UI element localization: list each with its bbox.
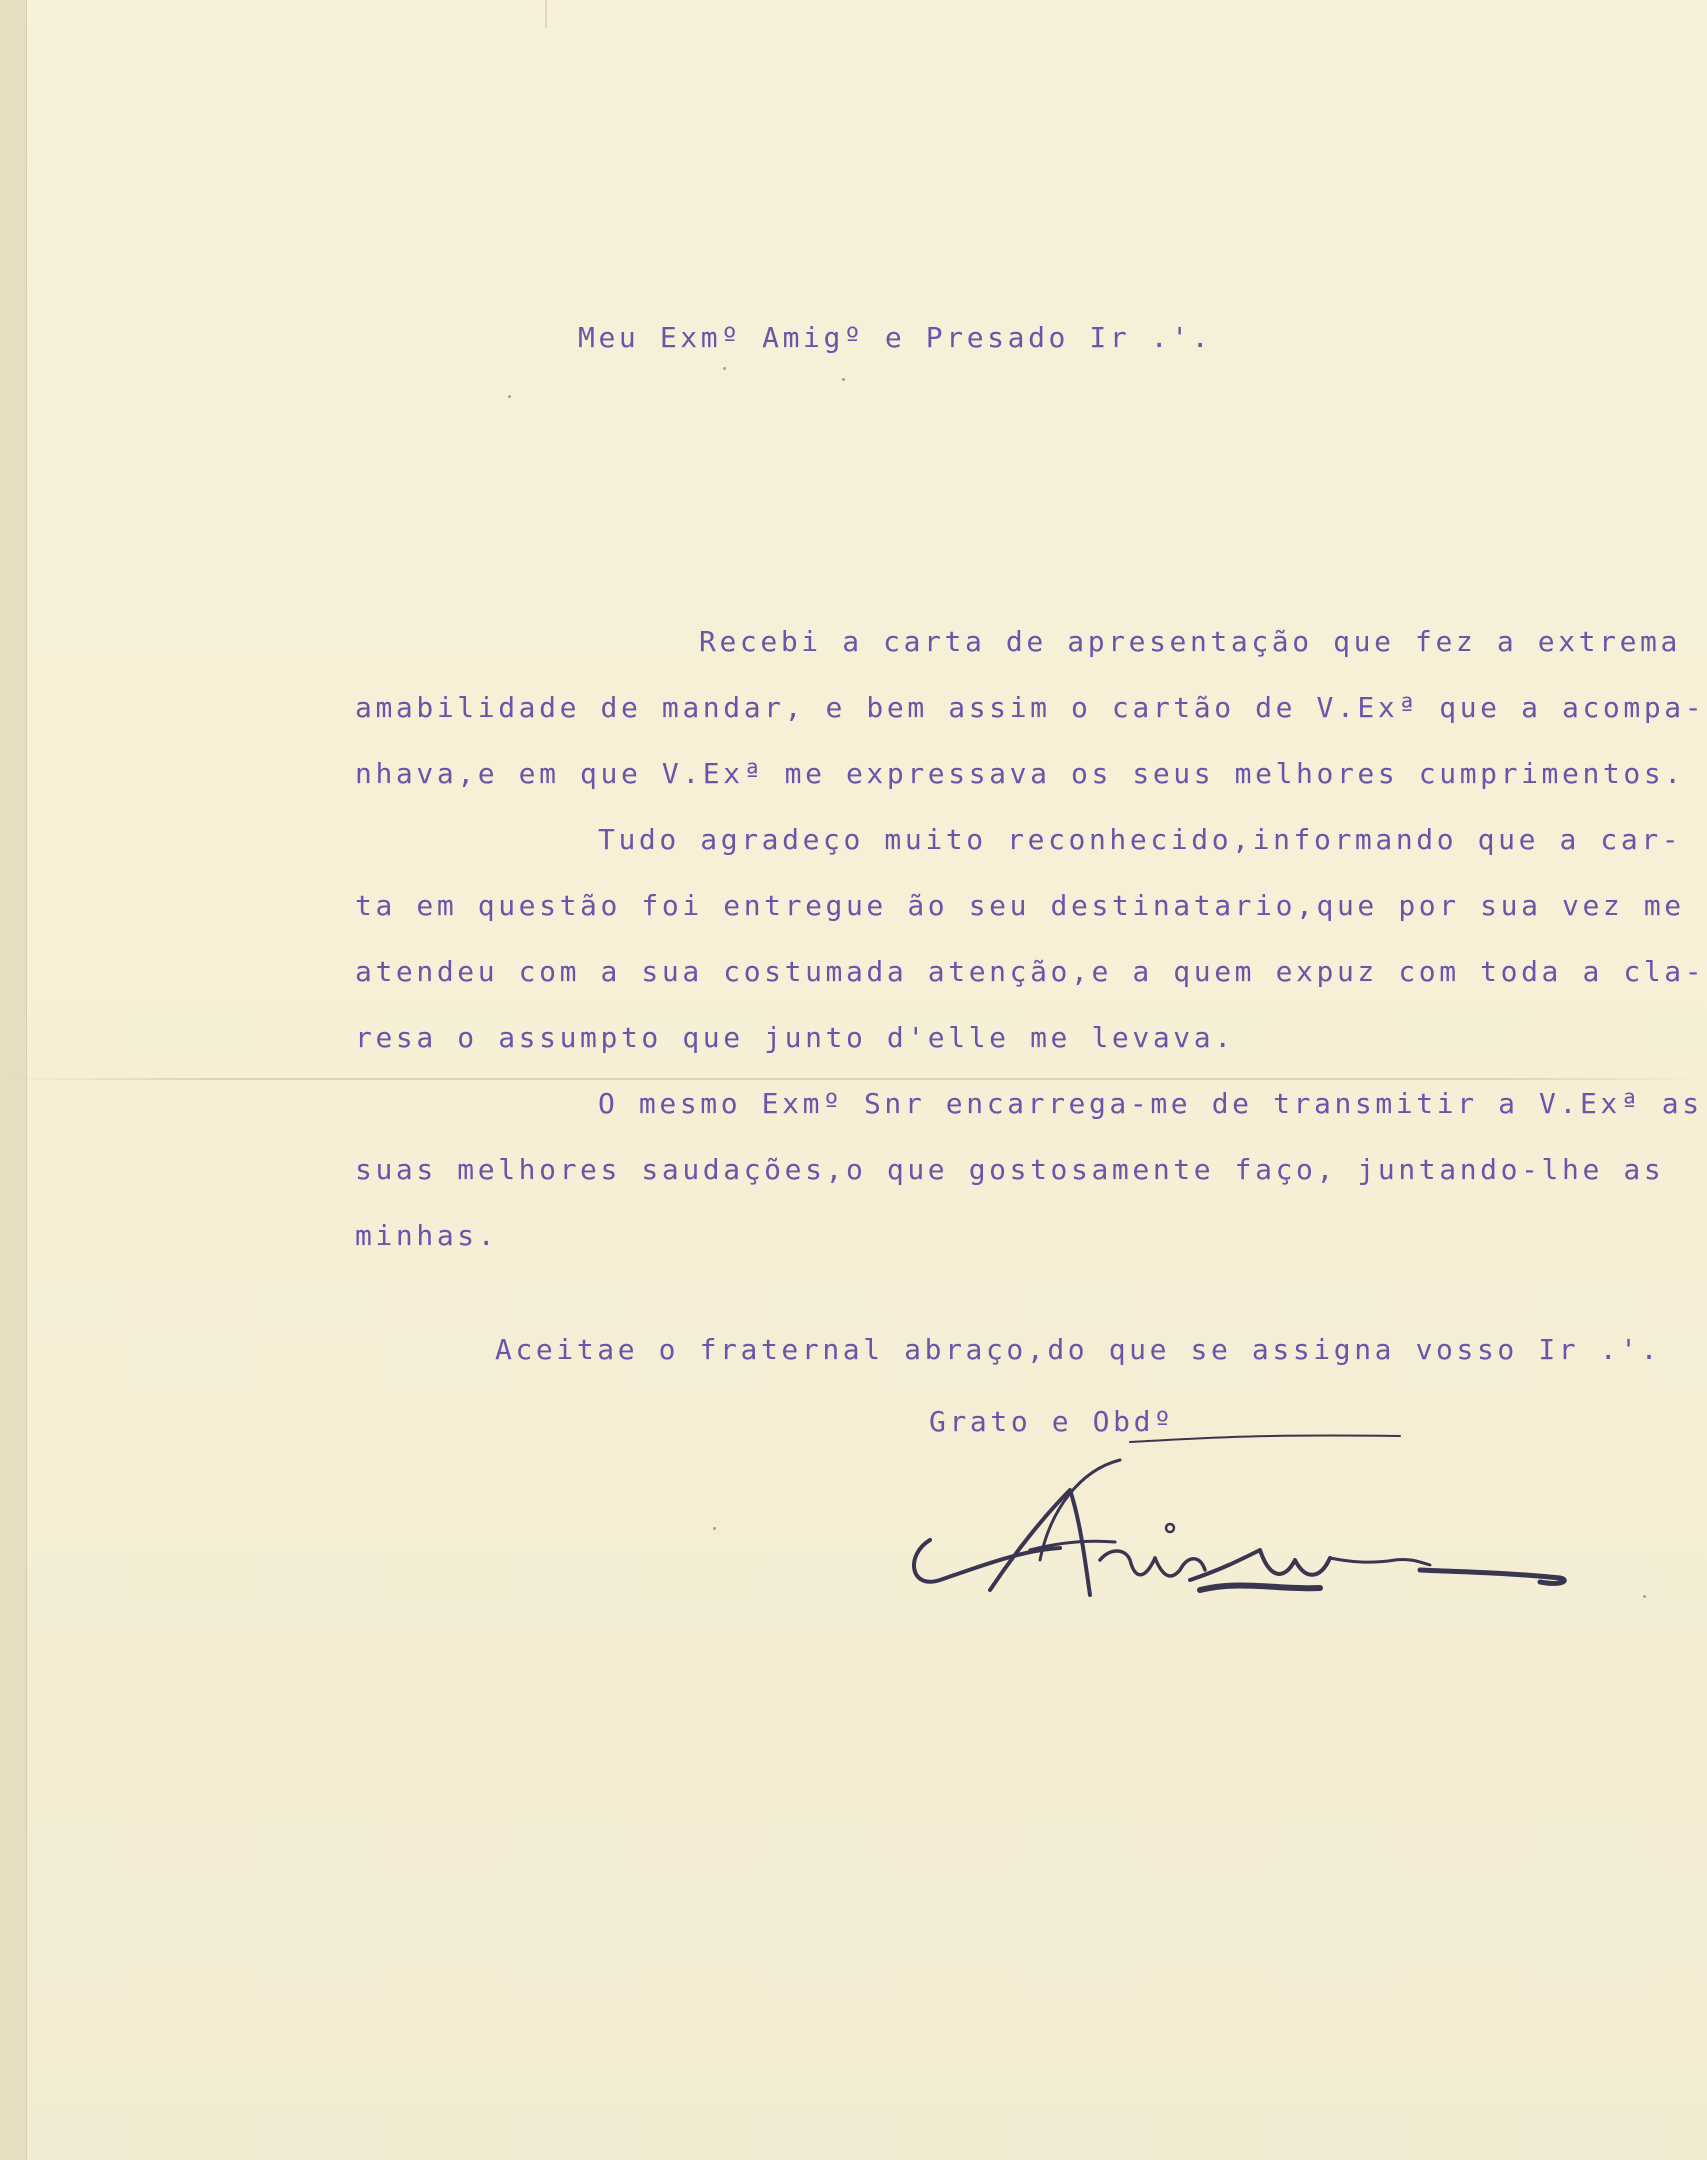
paper-speck [842,378,845,381]
body-line: minhas. [355,1219,499,1252]
body-line: Recebi a carta de apresentação que fez a extrema [699,625,1681,658]
body-line: amabilidade de mandar, e bem assim o cartão de V.Exª que a acompa- [355,691,1706,724]
letter-body [355,625,1706,1268]
handwritten-signature [900,1430,1580,1620]
body-line: Tudo agradeço muito reconhecido,informando que a car- [598,823,1683,856]
paper-left-edge [0,0,27,2160]
body-line: suas melhores saudações,o que gostosamente faço, juntando-lhe as [355,1153,1665,1186]
closing-line: Aceitae o fraternal abraço,do que se assigna vosso Ir .'. [495,1333,1662,1366]
body-line: ta em questão foi entregue ão seu destinatario,que por sua vez me [355,889,1685,922]
paper-speck [1643,1595,1646,1598]
paper-speck [713,1527,716,1530]
paper-top-notch [545,0,547,28]
paper-speck [723,367,726,370]
paper-speck [508,395,511,398]
salutation: Meu Exmº Amigº e Presado Ir .'. [578,321,1213,354]
body-line: nhava,e em que V.Exª me expressava os seus melhores cumprimentos. [355,757,1685,790]
body-line: resa o assumpto que junto d'elle me levava. [355,1021,1235,1054]
complimentary-close: Grato e Obdº [929,1405,1175,1438]
body-line: O mesmo Exmº Snr encarrega-me de transmitir a V.Exª as [598,1087,1703,1120]
body-line: atendeu com a sua costumada atenção,e a quem expuz com toda a cla- [355,955,1706,988]
